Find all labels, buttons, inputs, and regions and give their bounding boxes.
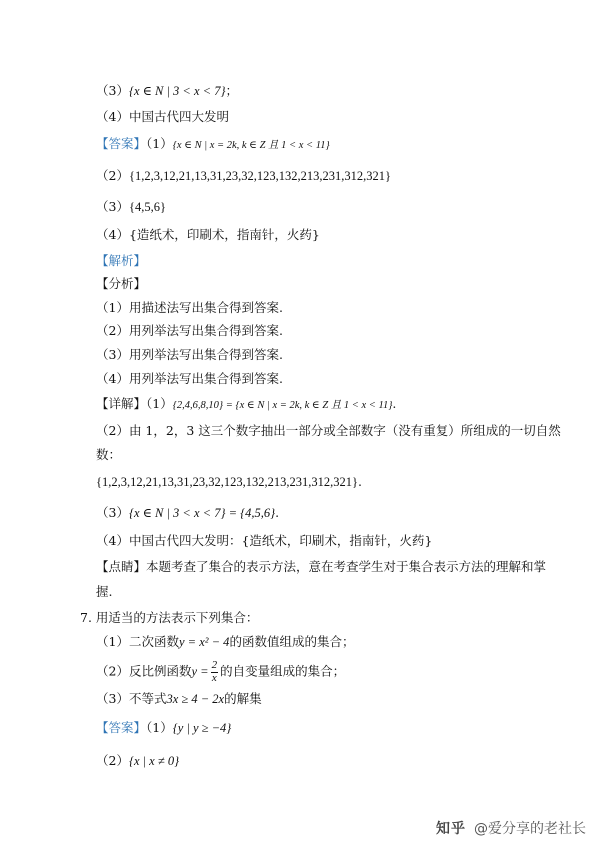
answer-line-1: 【答案】（1）{x ∈ N | x = 2k, k ∈ Z 且 1 < x < 11} [96, 136, 330, 151]
set-equation: {2,4,6,8,10} = {x ∈ N | x = 2k, k ∈ Z 且 1 < x < 11} [172, 400, 393, 411]
answer-tag: 【答案】 [96, 720, 147, 735]
set-notation: {4,5,6} [128, 200, 166, 214]
answer-7-line-1: 【答案】（1）{y | y ≥ −4} [96, 720, 232, 735]
question-7-part-1: （1）二次函数y = x² − 4的函数值组成的集合； [96, 634, 355, 649]
key-point-line-2: 握. [96, 584, 113, 599]
breakdown-line-3: （3）用列举法写出集合得到答案. [96, 347, 283, 362]
set-notation: {x | x ≠ 0} [128, 754, 180, 768]
detail-line-2c: {1,2,3,12,21,13,31,23,32,123,132,213,231,312,321}. [96, 474, 362, 489]
watermark-handle: @爱分享的老社长 [474, 821, 586, 837]
breakdown-line-2: （2）用列举法写出集合得到答案. [96, 323, 283, 338]
detail-tag: 【详解】 [96, 396, 147, 411]
item-4-line: （4）中国古代四大发明 [96, 109, 229, 124]
detail-line-3: （3）{x ∈ N | 3 < x < 7} = {4,5,6}. [96, 505, 280, 520]
breakdown-line-1: （1）用描述法写出集合得到答案. [96, 300, 283, 315]
answer-line-4: （4）{造纸术，印刷术，指南针，火药} [96, 227, 320, 242]
breakdown-line-4: （4）用列举法写出集合得到答案. [96, 371, 283, 386]
key-point-line-1: 【点睛】本题考查了集合的表示方法，意在考查学生对于集合表示方法的理解和掌 [96, 559, 547, 574]
detail-line-4: （4）中国古代四大发明：{造纸术，印刷术，指南针，火药} [96, 533, 433, 548]
set-notation: {1,2,3,12,21,13,31,23,32,123,132,213,231,312,321} [96, 475, 358, 489]
key-point-tag: 【点睛】 [96, 559, 147, 574]
answer-line-2: （2）{1,2,3,12,21,13,31,23,32,123,132,213,231,312,321} [96, 168, 391, 183]
item-3-line: （3）{x ∈ N | 3 < x < 7}； [96, 83, 238, 98]
math-expression: y = x² − 4 [178, 635, 230, 649]
zhihu-logo: 知乎 [436, 821, 466, 837]
set-equation: {x ∈ N | 3 < x < 7} = {4,5,6} [128, 506, 276, 520]
detail-line-2b: 数： [96, 447, 122, 462]
answer-7-line-2: （2）{x | x ≠ 0} [96, 753, 180, 768]
question-7-part-3: （3）不等式3x ≥ 4 − 2x的解集 [96, 691, 262, 706]
breakdown-tag: 【分析】 [96, 276, 147, 291]
question-7-part-2: （2）反比例函数y = $\frac{2}{x}$ 的自变量组成的集合； [96, 659, 346, 684]
analysis-tag: 【解析】 [96, 253, 147, 268]
set-notation: {y | y ≥ −4} [172, 721, 232, 735]
set-notation: {x ∈ N | x = 2k, k ∈ Z 且 1 < x < 11} [172, 140, 330, 151]
answer-line-3: （3）{4,5,6} [96, 199, 166, 214]
set-notation: {x ∈ N | 3 < x < 7} [128, 84, 226, 98]
question-7-title: 7. 用适当的方法表示下列集合： [80, 610, 259, 625]
math-expression: 3x ≥ 4 − 2x [166, 692, 225, 706]
answer-tag: 【答案】 [96, 136, 147, 151]
detail-line-1: 【详解】（1）{2,4,6,8,10} = {x ∈ N | x = 2k, k ∈ Z 且 1 < x < 11}. [96, 396, 397, 411]
detail-line-2a: （2）由 1，2，3 这三个数字抽出一部分或全部数字（没有重复）所组成的一切自然 [96, 423, 561, 438]
math-expression: y = [191, 664, 209, 679]
watermark [436, 822, 586, 836]
fraction: $\frac{2}{x}$ [211, 659, 218, 684]
set-notation: {1,2,3,12,21,13,31,23,32,123,132,213,231,312,321} [128, 169, 391, 183]
